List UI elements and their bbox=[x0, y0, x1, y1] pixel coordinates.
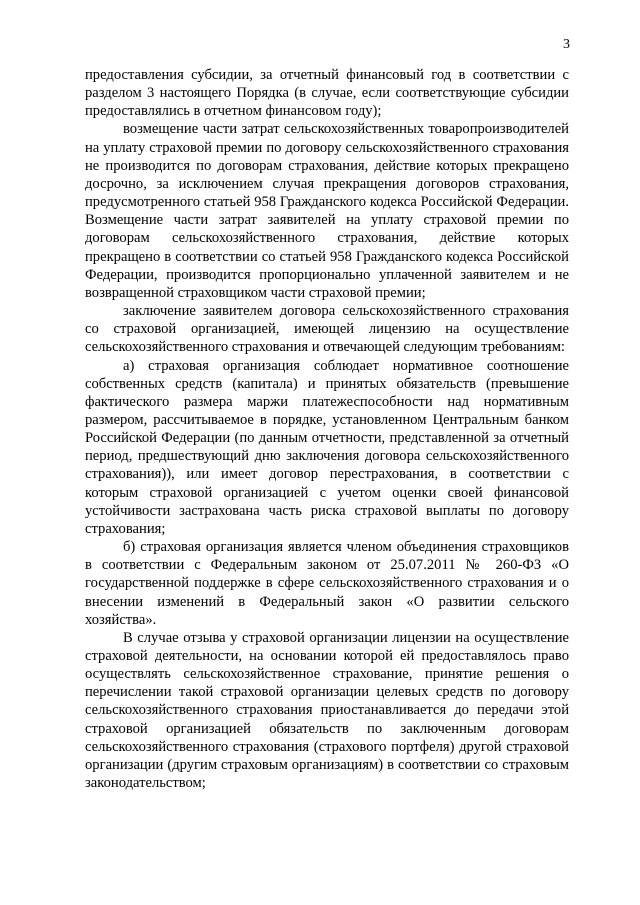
document-body bbox=[85, 66, 569, 792]
paragraph-insurance-contract: заключение заявителем договора сельскохозяйственного страхования со страховой организацией, имеющей лицензию на осуществление сельскохозяйственного страхования и отвечающей следующим требованиям: bbox=[85, 303, 569, 356]
paragraph-subsidy-continuation: предоставления субсидии, за отчетный финансовый год в соответствии с разделом 3 настоящего Порядка (в случае, если соответствующие субсидии предоставлялись в отчетном финансовом году); bbox=[85, 67, 569, 120]
paragraph-requirement-b: б) страховая организация является членом объединения страховщиков в соответствии с Федеральным законом от 25.07.2011 № 260-ФЗ «О государственной поддержке в сфере сельскохозяйственного страхования и о внесении изменений в Федеральный закон «О развитии сельского хозяйства». bbox=[85, 539, 569, 628]
paragraph-premium-reimbursement: возмещение части затрат сельскохозяйственных товаропроизводителей на уплату страховой премии по договору сельскохозяйственного страхования не производится по договорам страхования, действие которых прекращено досрочно, за исключением случая прекращения договоров страхования, предусмотренного статьей 958 Гражданского кодекса Российской Федерации. Возмещение части затрат заявителей на уплату страховой премии по договорам сельскохозяйственного страхования, действие которых прекращено в соответствии со статьей 958 Гражданского кодекса Российской Федерации, производится пропорционально уплаченной заявителем и не возвращенной страховщиком части страховой премии; bbox=[85, 121, 569, 301]
paragraph-requirement-a: а) страховая организация соблюдает нормативное соотношение собственных средств (капитала) и принятых обязательств (превышение фактического размера маржи платежеспособности над нормативным размером, рассчитываемое в порядке, установленном Центральным банком Российской Федерации (по данным отчетности, представленной за отчетный период, предшествующий дню заключения договора сельскохозяйственного страхования)), или имеет договор перестрахования, в соответствии с которым страховой организацией с учетом оценки своей финансовой устойчивости застрахована часть риска страховой выплаты по договору страхования; bbox=[85, 357, 569, 537]
paragraph-license-revocation: В случае отзыва у страховой организации лицензии на осуществление страховой деятельности, на основании которой ей предоставлялось право осуществлять сельскохозяйственное страхование, принятие решения о перечислении такой страховой организации целевых средств по договору сельскохозяйственного страхования приостанавливается до передачи этой страховой организацией обязательств по заключенным договорам сельскохозяйственного страхования (страхового портфеля) другой страховой организации (другим страховым организациям) в соответствии со страховым законодательством; bbox=[85, 629, 569, 792]
page-number: 3 bbox=[563, 37, 570, 52]
